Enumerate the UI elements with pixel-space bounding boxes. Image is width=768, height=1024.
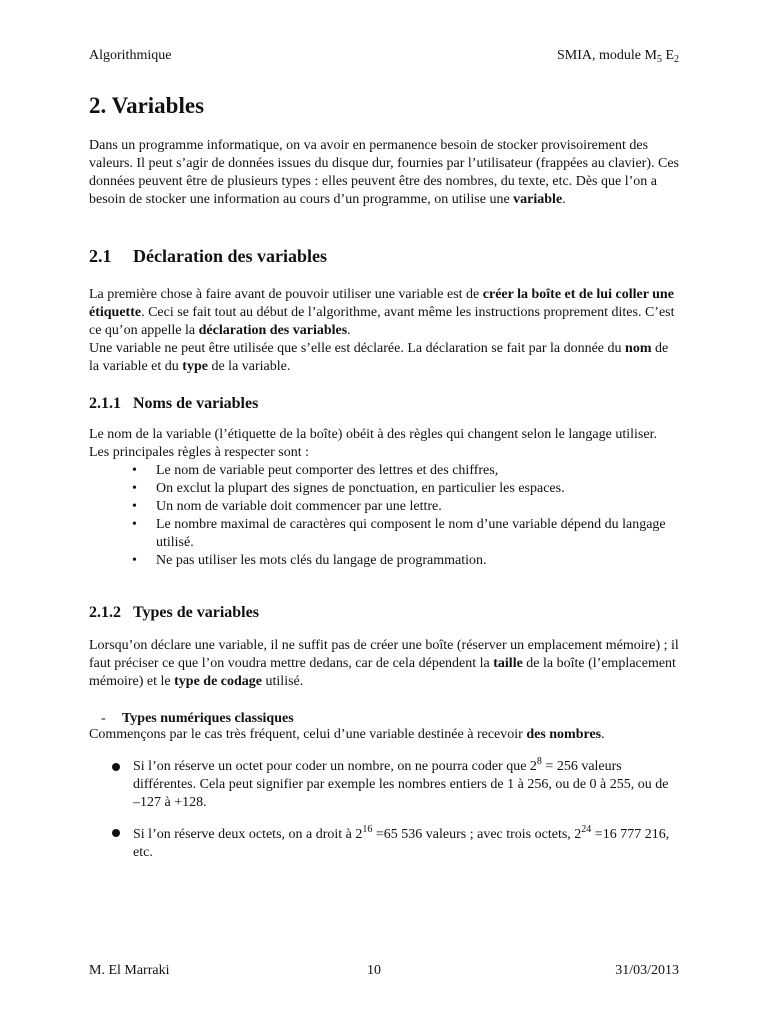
- heading-variable-names: 2.1.1 Noms de variables: [89, 395, 259, 412]
- section-title: 2. Variables: [89, 93, 205, 118]
- list-item: • Le nom de variable peut comporter des lettres et des chiffres,: [132, 463, 499, 478]
- numeric-types-subheading: Types numériques classiques: [122, 711, 294, 726]
- byte-bullet: Si l’on réserve un octet pour coder un nombre, on ne pourra coder que $2^8 = 256$ valeurs différentes. Cela peut signifier par exemple les nombres entiers de 1 à 256, ou de 0 à 255, ou de –127 à +128.: [133, 756, 669, 810]
- bullet-dot: [112, 829, 120, 837]
- list-item: • Le nombre maximal de caractères qui composent le nom d’une variable dépend du langage utilisé.: [132, 517, 666, 550]
- types-paragraph: Lorsqu’on déclare une variable, il ne suffit pas de créer une boîte (réserver un emplacement mémoire) ; il faut préciser ce que l’on voudra mettre dedans, car de cela dépendent la taille de la boîte (l’emplacement mémoire) et le type de codage utilisé.: [89, 638, 679, 689]
- heading-declaration: 2.1 Déclaration des variables: [89, 246, 327, 266]
- list-item: • Un nom de variable doit commencer par une lettre.: [132, 499, 442, 514]
- header-module: SMIA, module $M_5$ $E_2$: [556, 48, 679, 65]
- numeric-intro: Commençons par le cas très fréquent, celui d’une variable destinée à recevoir des nombres.: [89, 727, 605, 742]
- names-intro: Le nom de la variable (l’étiquette de la boîte) obéit à des règles qui changent selon le langage utiliser. Les principales règles à respecter sont :: [89, 427, 657, 460]
- list-item: • Ne pas utiliser les mots clés du langage de programmation.: [132, 553, 487, 568]
- list-item: • On exclut la plupart des signes de ponctuation, en particulier les espaces.: [132, 481, 565, 496]
- intro-paragraph: Dans un programme informatique, on va avoir en permanence besoin de stocker provisoirement des valeurs. Il peut s’agir de données issues du disque dur, fournies par l’utilisateur (frappées au clavier). Ces données peuvent être de plusieurs types : elles peuvent être des nombres, du texte, etc. Dès que l’on a besoin de stocker une information au cours d’un programme, on utilise une variable.: [89, 138, 679, 207]
- dash-marker: -: [101, 711, 106, 726]
- footer-date: 31/03/2013: [615, 963, 679, 978]
- two-bytes-bullet: Si l’on réserve deux octets, on a droit à $2^{16} =65$ 536 valeurs ; avec trois octets, $2^{24} =16$ 777 216, etc.: [133, 824, 670, 860]
- declaration-paragraph: La première chose à faire avant de pouvoir utiliser une variable est de créer la boîte et de lui coller une étiquette. Ceci se fait tout au début de l’algorithme, avant même les instructions proprement dites. C’est ce qu’on appelle la déclaration des variables. Une variable ne peut être utilisée que s’elle est déclarée. La déclaration se fait par la donnée du nom de la variable et du type de la variable.: [89, 287, 675, 374]
- header-course-title: Algorithmique: [89, 48, 172, 63]
- naming-rules-list: [132, 462, 672, 570]
- footer-author: M. El Marraki: [89, 963, 170, 978]
- bullet-dot: [112, 763, 120, 771]
- page-number: 10: [367, 963, 381, 978]
- heading-variable-types: 2.1.2 Types de variables: [89, 604, 259, 621]
